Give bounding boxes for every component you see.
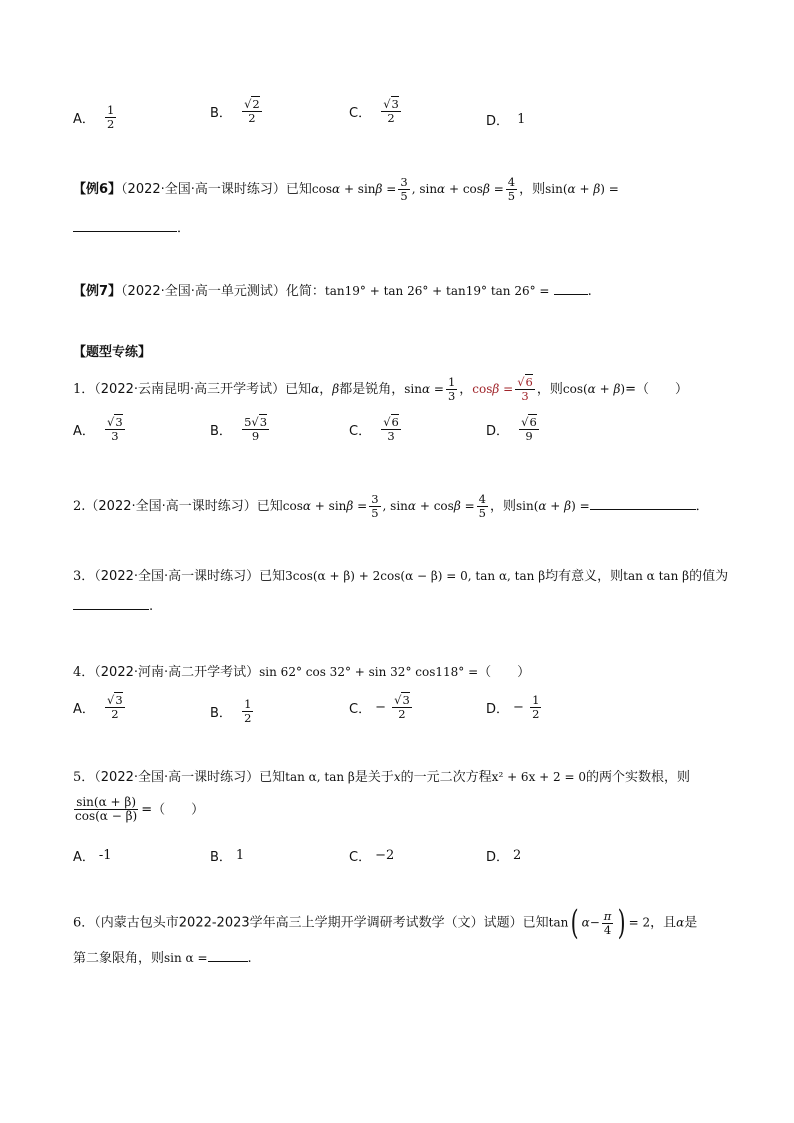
- question-6-line-2: 第二象限角，则sin α = .: [73, 951, 252, 966]
- answer-blank-line: .: [73, 600, 153, 613]
- answer-blank[interactable]: [73, 231, 177, 232]
- q1-option-d[interactable]: D． $\frac{√6}{9}$: [486, 415, 537, 443]
- option-d: D． 1: [486, 112, 526, 129]
- question-5: 5．（2022·全国·高一课时练习）已知tan α, tan β是关于x的一元二次方程x² + 6x + 2 = 0的两个实数根，则: [73, 770, 690, 785]
- example-7: 【例7】（2022·全国·高一单元测试）化简：tan19° + tan 26° + tan19° tan 26° = .: [73, 284, 592, 299]
- q1-option-a[interactable]: A． $\frac{√3}{3}$: [73, 415, 123, 443]
- q4-option-b[interactable]: B． $\frac{1}{2}$: [210, 697, 252, 725]
- q5-option-b[interactable]: B． 1: [210, 848, 245, 865]
- answer-blank[interactable]: [590, 509, 696, 510]
- example-tag: 【例7】: [73, 284, 122, 299]
- question-1: 1．（2022·云南昆明·高三开学考试）已知α，β都是锐角，sinα = $\frac{1}{3}$ ，cosβ = $\frac{√6}{3}$ ，则cos(α + β)=（ ）: [73, 375, 688, 403]
- section-title: 【题型专练】: [73, 345, 152, 360]
- q5-option-a[interactable]: A． -1: [73, 848, 112, 865]
- answer-blank[interactable]: [73, 609, 149, 610]
- q1-option-b[interactable]: B． $\frac{5√3}{9}$: [210, 415, 268, 443]
- question-3: 3．（2022·全国·高一课时练习）已知3cos(α + β) + 2cos(α − β) = 0, tan α, tan β均有意义，则tan α tan β的值为: [73, 569, 729, 584]
- q4-option-d[interactable]: D． − $\frac{1}{2}$: [486, 693, 540, 721]
- fraction: $\frac{√2}{2}$: [244, 97, 260, 125]
- example-6: 【例6】（2022·全国·高一课时练习）已知cosα + sinβ = $\frac{3}{5}$ , sinα + cosβ = $\frac{4}{5}$ ，则sin(α + β) =: [73, 175, 619, 203]
- answer-blank[interactable]: [554, 294, 588, 295]
- answer-blank[interactable]: [208, 961, 248, 962]
- question-2: 2.（2022·全国·高一课时练习）已知cosα + sinβ = $\frac{3}{5}$ , sinα + cosβ = $\frac{4}{5}$ ，则sin(α + β) = ．: [73, 492, 709, 520]
- answer-blank-line: ．: [73, 222, 190, 235]
- q5-option-c[interactable]: C． −2: [349, 848, 395, 865]
- q5-option-d[interactable]: D． 2: [486, 848, 522, 865]
- fraction: $\frac{√3}{2}$: [383, 97, 399, 125]
- q4-option-a[interactable]: A． $\frac{√3}{2}$: [73, 693, 123, 721]
- q1-option-c[interactable]: C． $\frac{√6}{3}$: [349, 415, 399, 443]
- question-6: 6．（内蒙古包头市2022-2023学年高三上学期开学调研考试数学（文）试题）已知tan( α− $\frac{\pi}{4}$ ) = 2，且α是: [73, 903, 698, 943]
- question-5-fraction: $\frac{\sin(\alpha + \beta)}{\cos(\alpha - \beta)}$ =（ ）: [75, 795, 205, 824]
- question-4: 4．（2022·河南·高二开学考试）sin 62° cos 32° + sin 32° cos118° =（ ）: [73, 665, 531, 680]
- option-b: B． $\frac{√2}{2}$: [210, 97, 260, 125]
- q4-option-c[interactable]: C． − $\frac{√3}{2}$: [349, 693, 410, 721]
- option-a: A． $\frac{1}{2}$: [73, 103, 115, 131]
- fraction: $\frac{1}{2}$: [107, 103, 115, 131]
- option-c: C． $\frac{√3}{2}$: [349, 97, 399, 125]
- example-tag: 【例6】: [73, 181, 122, 197]
